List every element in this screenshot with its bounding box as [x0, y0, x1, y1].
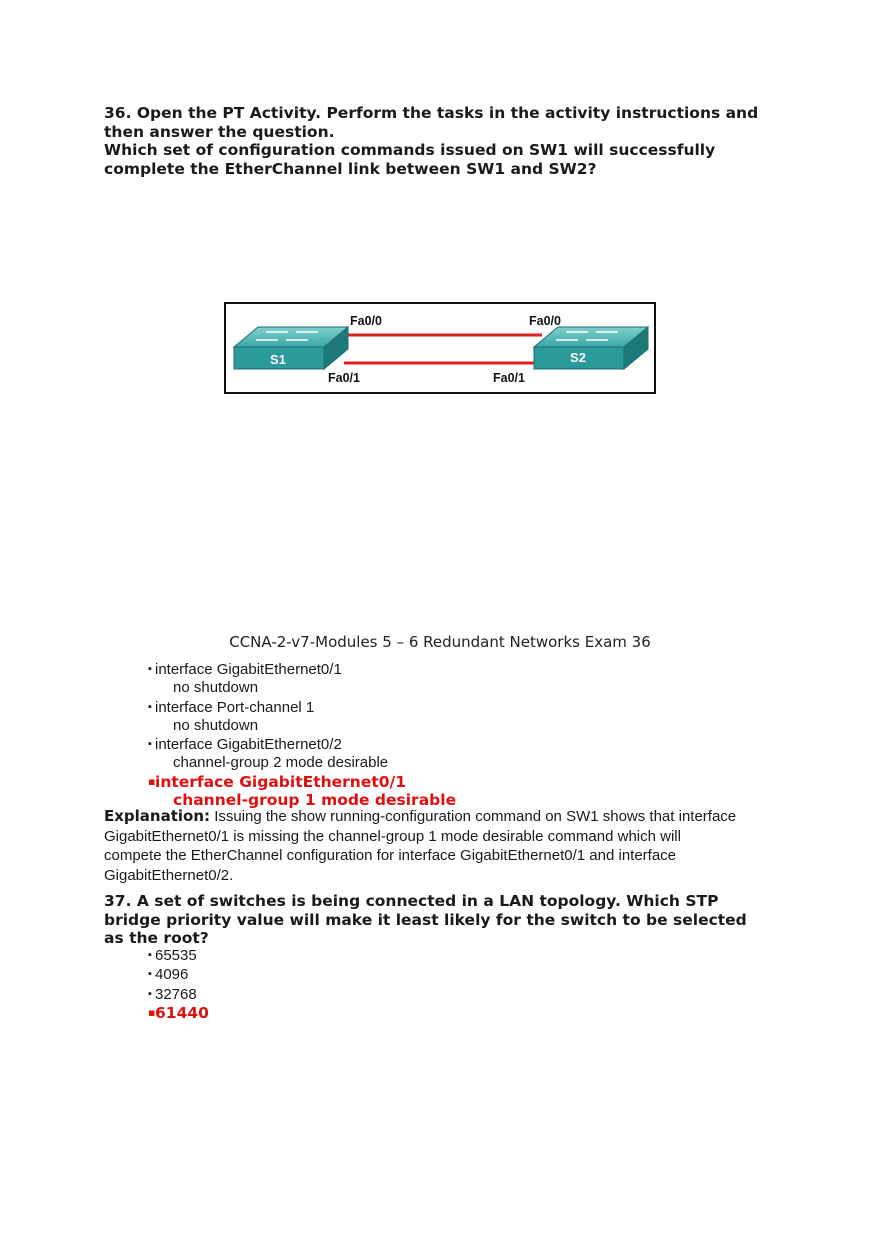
question-36-line: Which set of configuration commands issued on SW1 will successfully [104, 141, 716, 159]
answer-option[interactable] [148, 660, 456, 698]
explanation-text: compete the EtherChannel configuration for interface GigabitEthernet0/1 and interface [104, 847, 677, 864]
switch-s1-icon [234, 327, 348, 369]
option-subline: channel-group 2 mode desirable [173, 754, 389, 772]
bullet-icon: ▪ [148, 738, 152, 751]
answer-option[interactable] [148, 698, 456, 736]
question-37-line: bridge priority value will make it least likely for the switch to be selected [104, 910, 747, 929]
bullet-icon: ▪ [148, 968, 152, 981]
answer-option[interactable] [148, 985, 209, 1004]
option-line: 65535 [155, 947, 197, 964]
option-line: interface Port-channel 1 [155, 698, 315, 716]
question-37-line: 37. A set of switches is being connected in a LAN topology. Which STP [104, 892, 719, 910]
option-line: interface GigabitEthernet0/1 [155, 661, 342, 678]
bullet-icon: ▪ [148, 700, 152, 713]
option-line: interface GigabitEthernet0/1 [155, 772, 406, 791]
switch-s1-label: S1 [270, 352, 286, 367]
correct-answer-option[interactable] [148, 1004, 209, 1022]
topology-diagram [224, 302, 656, 394]
option-line: 32768 [155, 985, 197, 1003]
option-line: interface GigabitEthernet0/2 [155, 736, 342, 754]
explanation-text: Issuing the show running-configuration command on SW1 shows that interface [210, 808, 737, 825]
bullet-icon: ▪ [148, 987, 152, 1000]
port-label-s2-fa01: Fa0/1 [493, 371, 525, 385]
correct-answer-option[interactable] [148, 773, 456, 810]
option-subline: channel-group 1 mode desirable [173, 791, 457, 810]
answer-option[interactable] [148, 965, 209, 984]
bullet-icon: ▪ [148, 774, 156, 788]
option-subline: no shutdown [173, 716, 259, 734]
explanation-text: GigabitEthernet0/2. [104, 866, 234, 884]
port-label-s1-fa00: Fa0/0 [350, 314, 382, 328]
bullet-icon: ▪ [148, 949, 152, 961]
question-36-line: complete the EtherChannel link between SW1 and SW2? [104, 159, 597, 178]
question-37-line: as the root? [104, 929, 209, 947]
topology-svg [226, 304, 654, 392]
option-line: 4096 [155, 966, 189, 984]
question-37-heading [104, 892, 784, 948]
question-37-options [148, 946, 209, 1022]
port-label-s1-fa01: Fa0/1 [328, 371, 360, 385]
question-36-options [148, 660, 456, 809]
question-36-line: then answer the question. [104, 122, 335, 141]
answer-option[interactable] [148, 946, 209, 965]
answer-option[interactable] [148, 735, 456, 773]
switch-s2-label: S2 [570, 350, 586, 365]
option-line: 61440 [155, 1003, 209, 1022]
question-36-heading [104, 104, 784, 178]
explanation-label: Explanation: [104, 807, 211, 825]
switch-s2-icon [534, 327, 648, 369]
bullet-icon: ▪ [148, 663, 152, 675]
bullet-icon: ▪ [148, 1005, 156, 1019]
figure-caption: CCNA-2-v7-Modules 5 – 6 Redundant Networks Exam 36 [229, 633, 651, 651]
explanation-text: GigabitEthernet0/1 is missing the channel-group 1 mode desirable command which will [104, 827, 681, 845]
question-36-line: 36. Open the PT Activity. Perform the tasks in the activity instructions and [104, 104, 759, 122]
port-label-s2-fa00: Fa0/0 [529, 314, 561, 328]
explanation [104, 807, 784, 885]
option-subline: no shutdown [173, 679, 259, 697]
